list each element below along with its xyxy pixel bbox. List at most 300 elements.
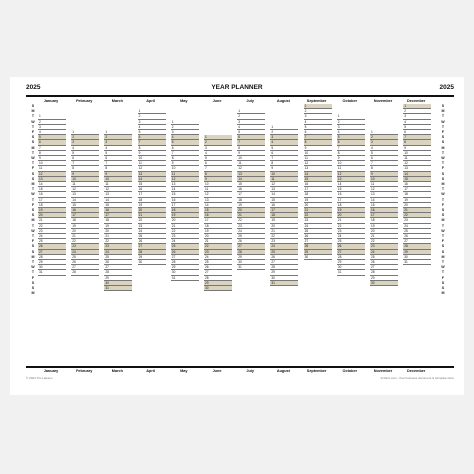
day-cell[interactable]: 9	[171, 161, 199, 166]
day-cell[interactable]: 30	[370, 281, 398, 286]
day-cell[interactable]: 16	[370, 208, 398, 213]
day-cell[interactable]: 25	[104, 255, 132, 260]
day-cell[interactable]: 15	[38, 187, 66, 192]
day-cell[interactable]: 13	[237, 172, 265, 177]
day-cell[interactable]: 30	[138, 260, 166, 265]
day-cell[interactable]: 27	[204, 270, 232, 275]
day-cell[interactable]: 9	[138, 151, 166, 156]
day-cell[interactable]: 8	[403, 140, 431, 145]
day-cell[interactable]: 14	[337, 182, 365, 187]
day-cell[interactable]: 5	[104, 151, 132, 156]
day-cell[interactable]: 18	[104, 218, 132, 223]
day-cell[interactable]: 16	[171, 198, 199, 203]
day-cell[interactable]: 15	[71, 203, 99, 208]
day-cell[interactable]: 27	[270, 260, 298, 265]
day-cell[interactable]: 12	[237, 166, 265, 171]
day-cell[interactable]: 17	[403, 187, 431, 192]
day-cell[interactable]: 9	[304, 146, 332, 151]
day-cell[interactable]: 2	[403, 109, 431, 114]
day-cell[interactable]: 12	[403, 161, 431, 166]
day-cell[interactable]: 19	[304, 198, 332, 203]
day-cell[interactable]: 28	[370, 270, 398, 275]
day-cell[interactable]: 25	[237, 234, 265, 239]
day-cell[interactable]: 8	[71, 166, 99, 171]
day-cell[interactable]: 30	[304, 255, 332, 260]
day-cell[interactable]: 10	[38, 161, 66, 166]
day-cell[interactable]: 3	[138, 120, 166, 125]
day-cell[interactable]: 19	[270, 218, 298, 223]
day-cell[interactable]: 1	[71, 130, 99, 135]
day-cell[interactable]: 22	[370, 239, 398, 244]
day-cell[interactable]: 25	[403, 229, 431, 234]
day-cell[interactable]: 10	[104, 177, 132, 182]
day-cell[interactable]: 31	[237, 265, 265, 270]
day-cell[interactable]: 27	[304, 239, 332, 244]
day-cell[interactable]: 8	[370, 166, 398, 171]
day-cell[interactable]: 23	[38, 229, 66, 234]
day-cell[interactable]: 24	[370, 250, 398, 255]
day-cell[interactable]: 5	[370, 151, 398, 156]
day-cell[interactable]: 2	[138, 114, 166, 119]
day-cell[interactable]: 6	[370, 156, 398, 161]
day-cell[interactable]: 11	[370, 182, 398, 187]
day-cell[interactable]: 21	[270, 229, 298, 234]
day-cell[interactable]: 8	[38, 151, 66, 156]
day-cell[interactable]: 3	[304, 114, 332, 119]
day-cell[interactable]: 31	[337, 270, 365, 275]
day-cell[interactable]: 31	[270, 281, 298, 286]
day-cell[interactable]: 2	[304, 109, 332, 114]
day-cell[interactable]: 17	[304, 187, 332, 192]
day-cell[interactable]: 14	[171, 187, 199, 192]
day-cell[interactable]: 15	[104, 203, 132, 208]
day-cell[interactable]: 24	[237, 229, 265, 234]
day-cell[interactable]: 23	[403, 218, 431, 223]
day-cell[interactable]: 25	[337, 239, 365, 244]
day-cell[interactable]: 1	[38, 114, 66, 119]
day-cell[interactable]: 18	[38, 203, 66, 208]
day-cell[interactable]: 13	[38, 177, 66, 182]
day-cell[interactable]: 4	[71, 146, 99, 151]
day-cell[interactable]: 14	[403, 172, 431, 177]
day-cell[interactable]: 21	[304, 208, 332, 213]
day-cell[interactable]: 10	[237, 156, 265, 161]
day-cell[interactable]: 11	[171, 172, 199, 177]
day-cell[interactable]: 20	[204, 234, 232, 239]
day-cell[interactable]: 13	[171, 182, 199, 187]
day-cell[interactable]: 14	[237, 177, 265, 182]
day-cell[interactable]: 19	[71, 224, 99, 229]
day-cell[interactable]: 4	[138, 125, 166, 130]
day-cell[interactable]: 1	[138, 109, 166, 114]
day-cell[interactable]: 22	[403, 213, 431, 218]
day-cell[interactable]: 3	[38, 125, 66, 130]
day-cell[interactable]: 18	[138, 198, 166, 203]
day-cell[interactable]: 15	[204, 208, 232, 213]
day-cell[interactable]: 24	[270, 244, 298, 249]
day-cell[interactable]: 10	[304, 151, 332, 156]
day-cell[interactable]: 17	[370, 213, 398, 218]
day-cell[interactable]: 1	[204, 135, 232, 140]
day-cell[interactable]: 21	[138, 213, 166, 218]
day-cell[interactable]: 6	[403, 130, 431, 135]
day-cell[interactable]: 16	[104, 208, 132, 213]
day-cell[interactable]: 11	[138, 161, 166, 166]
day-cell[interactable]: 29	[270, 270, 298, 275]
day-cell[interactable]: 23	[104, 244, 132, 249]
day-cell[interactable]: 30	[237, 260, 265, 265]
day-cell[interactable]: 13	[138, 172, 166, 177]
day-cell[interactable]: 3	[204, 146, 232, 151]
day-cell[interactable]: 23	[71, 244, 99, 249]
day-cell[interactable]: 9	[403, 146, 431, 151]
day-cell[interactable]: 27	[138, 244, 166, 249]
day-cell[interactable]: 10	[71, 177, 99, 182]
day-cell[interactable]: 11	[304, 156, 332, 161]
day-cell[interactable]: 17	[237, 192, 265, 197]
day-cell[interactable]: 1	[270, 125, 298, 130]
day-cell[interactable]: 23	[171, 234, 199, 239]
day-cell[interactable]: 25	[71, 255, 99, 260]
day-cell[interactable]: 8	[237, 146, 265, 151]
day-cell[interactable]: 20	[104, 229, 132, 234]
day-cell[interactable]: 29	[204, 281, 232, 286]
day-cell[interactable]: 4	[104, 146, 132, 151]
day-cell[interactable]: 14	[38, 182, 66, 187]
day-cell[interactable]: 4	[270, 140, 298, 145]
day-cell[interactable]: 20	[370, 229, 398, 234]
day-cell[interactable]: 19	[403, 198, 431, 203]
day-cell[interactable]: 23	[138, 224, 166, 229]
day-cell[interactable]: 5	[237, 130, 265, 135]
day-cell[interactable]: 7	[171, 151, 199, 156]
day-cell[interactable]: 20	[270, 224, 298, 229]
day-cell[interactable]: 14	[270, 192, 298, 197]
day-cell[interactable]: 3	[237, 120, 265, 125]
day-cell[interactable]: 21	[370, 234, 398, 239]
day-cell[interactable]: 5	[171, 140, 199, 145]
day-cell[interactable]: 2	[370, 135, 398, 140]
day-cell[interactable]: 2	[237, 114, 265, 119]
day-cell[interactable]: 17	[204, 218, 232, 223]
day-cell[interactable]: 26	[204, 265, 232, 270]
day-cell[interactable]: 22	[237, 218, 265, 223]
day-cell[interactable]: 8	[138, 146, 166, 151]
day-cell[interactable]: 28	[104, 270, 132, 275]
day-cell[interactable]: 27	[403, 239, 431, 244]
day-cell[interactable]: 26	[138, 239, 166, 244]
day-cell[interactable]: 8	[270, 161, 298, 166]
day-cell[interactable]: 16	[304, 182, 332, 187]
day-cell[interactable]: 14	[204, 203, 232, 208]
day-cell[interactable]: 1	[337, 114, 365, 119]
day-cell[interactable]: 5	[304, 125, 332, 130]
day-cell[interactable]: 2	[204, 140, 232, 145]
day-cell[interactable]: 1	[370, 130, 398, 135]
day-cell[interactable]: 17	[171, 203, 199, 208]
day-cell[interactable]: 25	[171, 244, 199, 249]
day-cell[interactable]: 27	[370, 265, 398, 270]
day-cell[interactable]: 25	[138, 234, 166, 239]
day-cell[interactable]: 28	[38, 255, 66, 260]
day-cell[interactable]: 22	[337, 224, 365, 229]
day-cell[interactable]: 28	[337, 255, 365, 260]
day-cell[interactable]: 10	[370, 177, 398, 182]
day-cell[interactable]: 1	[403, 104, 431, 109]
day-cell[interactable]: 4	[370, 146, 398, 151]
day-cell[interactable]: 24	[403, 224, 431, 229]
day-cell[interactable]: 17	[71, 213, 99, 218]
day-cell[interactable]: 14	[71, 198, 99, 203]
day-cell[interactable]: 30	[270, 276, 298, 281]
day-cell[interactable]: 2	[171, 125, 199, 130]
day-cell[interactable]: 18	[337, 203, 365, 208]
day-cell[interactable]: 5	[204, 156, 232, 161]
day-cell[interactable]: 20	[71, 229, 99, 234]
day-cell[interactable]: 7	[403, 135, 431, 140]
day-cell[interactable]: 13	[270, 187, 298, 192]
day-cell[interactable]: 25	[370, 255, 398, 260]
day-cell[interactable]: 7	[38, 146, 66, 151]
day-cell[interactable]: 20	[304, 203, 332, 208]
day-cell[interactable]: 13	[104, 192, 132, 197]
day-cell[interactable]: 4	[237, 125, 265, 130]
day-cell[interactable]: 22	[204, 244, 232, 249]
day-cell[interactable]: 6	[138, 135, 166, 140]
day-cell[interactable]: 23	[370, 244, 398, 249]
day-cell[interactable]: 11	[38, 166, 66, 171]
day-cell[interactable]: 13	[337, 177, 365, 182]
day-cell[interactable]: 21	[104, 234, 132, 239]
day-cell[interactable]: 13	[403, 166, 431, 171]
day-cell[interactable]: 18	[237, 198, 265, 203]
day-cell[interactable]: 29	[104, 276, 132, 281]
day-cell[interactable]: 11	[104, 182, 132, 187]
day-cell[interactable]: 1	[237, 109, 265, 114]
day-cell[interactable]: 29	[370, 276, 398, 281]
day-cell[interactable]: 22	[304, 213, 332, 218]
day-cell[interactable]: 12	[38, 172, 66, 177]
day-cell[interactable]: 21	[403, 208, 431, 213]
day-cell[interactable]: 16	[337, 192, 365, 197]
day-cell[interactable]: 16	[38, 192, 66, 197]
day-cell[interactable]: 3	[104, 140, 132, 145]
day-cell[interactable]: 5	[337, 135, 365, 140]
day-cell[interactable]: 27	[38, 250, 66, 255]
day-cell[interactable]: 26	[304, 234, 332, 239]
day-cell[interactable]: 31	[38, 270, 66, 275]
day-cell[interactable]: 13	[204, 198, 232, 203]
day-cell[interactable]: 11	[71, 182, 99, 187]
day-cell[interactable]: 8	[171, 156, 199, 161]
day-cell[interactable]: 27	[104, 265, 132, 270]
day-cell[interactable]: 14	[304, 172, 332, 177]
day-cell[interactable]: 16	[204, 213, 232, 218]
day-cell[interactable]: 4	[171, 135, 199, 140]
day-cell[interactable]: 6	[304, 130, 332, 135]
day-cell[interactable]: 19	[237, 203, 265, 208]
day-cell[interactable]: 22	[270, 234, 298, 239]
day-cell[interactable]: 19	[337, 208, 365, 213]
day-cell[interactable]: 11	[337, 166, 365, 171]
day-cell[interactable]: 22	[138, 218, 166, 223]
day-cell[interactable]: 17	[138, 192, 166, 197]
day-cell[interactable]: 2	[71, 135, 99, 140]
day-cell[interactable]: 20	[237, 208, 265, 213]
day-cell[interactable]: 5	[403, 125, 431, 130]
day-cell[interactable]: 31	[403, 260, 431, 265]
day-cell[interactable]: 17	[270, 208, 298, 213]
day-cell[interactable]: 19	[204, 229, 232, 234]
day-cell[interactable]: 29	[38, 260, 66, 265]
day-cell[interactable]: 2	[270, 130, 298, 135]
day-cell[interactable]: 28	[237, 250, 265, 255]
day-cell[interactable]: 9	[71, 172, 99, 177]
day-cell[interactable]: 18	[270, 213, 298, 218]
day-cell[interactable]: 7	[370, 161, 398, 166]
day-cell[interactable]: 7	[138, 140, 166, 145]
day-cell[interactable]: 7	[71, 161, 99, 166]
day-cell[interactable]: 28	[204, 276, 232, 281]
day-cell[interactable]: 7	[104, 161, 132, 166]
day-cell[interactable]: 30	[104, 281, 132, 286]
day-cell[interactable]: 28	[270, 265, 298, 270]
day-cell[interactable]: 3	[171, 130, 199, 135]
day-cell[interactable]: 29	[237, 255, 265, 260]
day-cell[interactable]: 23	[304, 218, 332, 223]
day-cell[interactable]: 24	[138, 229, 166, 234]
day-cell[interactable]: 7	[204, 166, 232, 171]
day-cell[interactable]: 25	[38, 239, 66, 244]
day-cell[interactable]: 18	[304, 192, 332, 197]
day-cell[interactable]: 3	[270, 135, 298, 140]
day-cell[interactable]: 13	[71, 192, 99, 197]
day-cell[interactable]: 30	[38, 265, 66, 270]
day-cell[interactable]: 3	[403, 114, 431, 119]
day-cell[interactable]: 24	[38, 234, 66, 239]
day-cell[interactable]: 16	[237, 187, 265, 192]
day-cell[interactable]: 4	[403, 120, 431, 125]
day-cell[interactable]: 2	[104, 135, 132, 140]
day-cell[interactable]: 12	[138, 166, 166, 171]
day-cell[interactable]: 27	[237, 244, 265, 249]
day-cell[interactable]: 23	[337, 229, 365, 234]
day-cell[interactable]: 12	[104, 187, 132, 192]
day-cell[interactable]: 10	[337, 161, 365, 166]
day-cell[interactable]: 4	[337, 130, 365, 135]
day-cell[interactable]: 26	[370, 260, 398, 265]
day-cell[interactable]: 9	[270, 166, 298, 171]
day-cell[interactable]: 5	[38, 135, 66, 140]
day-cell[interactable]: 12	[337, 172, 365, 177]
day-cell[interactable]: 27	[337, 250, 365, 255]
day-cell[interactable]: 28	[171, 260, 199, 265]
day-cell[interactable]: 19	[171, 213, 199, 218]
day-cell[interactable]: 15	[237, 182, 265, 187]
day-cell[interactable]: 1	[104, 130, 132, 135]
day-cell[interactable]: 27	[171, 255, 199, 260]
day-cell[interactable]: 5	[138, 130, 166, 135]
day-cell[interactable]: 9	[237, 151, 265, 156]
day-cell[interactable]: 26	[38, 244, 66, 249]
day-cell[interactable]: 4	[204, 151, 232, 156]
day-cell[interactable]: 15	[337, 187, 365, 192]
day-cell[interactable]: 15	[171, 192, 199, 197]
day-cell[interactable]: 24	[104, 250, 132, 255]
day-cell[interactable]: 14	[138, 177, 166, 182]
day-cell[interactable]: 9	[204, 177, 232, 182]
day-cell[interactable]: 17	[38, 198, 66, 203]
day-cell[interactable]: 20	[38, 213, 66, 218]
day-cell[interactable]: 30	[204, 286, 232, 291]
day-cell[interactable]: 18	[171, 208, 199, 213]
day-cell[interactable]: 12	[270, 182, 298, 187]
day-cell[interactable]: 21	[337, 218, 365, 223]
day-cell[interactable]: 8	[337, 151, 365, 156]
day-cell[interactable]: 19	[138, 203, 166, 208]
day-cell[interactable]: 12	[71, 187, 99, 192]
day-cell[interactable]: 21	[171, 224, 199, 229]
day-cell[interactable]: 7	[270, 156, 298, 161]
day-cell[interactable]: 23	[204, 250, 232, 255]
day-cell[interactable]: 18	[370, 218, 398, 223]
day-cell[interactable]: 21	[204, 239, 232, 244]
day-cell[interactable]: 6	[38, 140, 66, 145]
day-cell[interactable]: 31	[171, 276, 199, 281]
day-cell[interactable]: 3	[337, 125, 365, 130]
day-cell[interactable]: 6	[337, 140, 365, 145]
day-cell[interactable]: 3	[71, 140, 99, 145]
day-cell[interactable]: 7	[237, 140, 265, 145]
day-cell[interactable]: 11	[403, 156, 431, 161]
day-cell[interactable]: 5	[270, 146, 298, 151]
day-cell[interactable]: 12	[204, 192, 232, 197]
day-cell[interactable]: 26	[71, 260, 99, 265]
day-cell[interactable]: 18	[71, 218, 99, 223]
day-cell[interactable]: 15	[138, 182, 166, 187]
day-cell[interactable]: 11	[270, 177, 298, 182]
day-cell[interactable]: 6	[171, 146, 199, 151]
day-cell[interactable]: 30	[337, 265, 365, 270]
day-cell[interactable]: 15	[304, 177, 332, 182]
day-cell[interactable]: 28	[403, 244, 431, 249]
day-cell[interactable]: 22	[171, 229, 199, 234]
day-cell[interactable]: 24	[71, 250, 99, 255]
day-cell[interactable]: 22	[71, 239, 99, 244]
day-cell[interactable]: 18	[204, 224, 232, 229]
day-cell[interactable]: 10	[270, 172, 298, 177]
day-cell[interactable]: 26	[403, 234, 431, 239]
day-cell[interactable]: 2	[38, 120, 66, 125]
day-cell[interactable]: 6	[71, 156, 99, 161]
day-cell[interactable]: 29	[171, 265, 199, 270]
day-cell[interactable]: 2	[337, 120, 365, 125]
day-cell[interactable]: 14	[104, 198, 132, 203]
day-cell[interactable]: 10	[138, 156, 166, 161]
day-cell[interactable]: 23	[237, 224, 265, 229]
day-cell[interactable]: 8	[104, 166, 132, 171]
day-cell[interactable]: 31	[104, 286, 132, 291]
day-cell[interactable]: 13	[370, 192, 398, 197]
day-cell[interactable]: 10	[403, 151, 431, 156]
day-cell[interactable]: 26	[237, 239, 265, 244]
day-cell[interactable]: 16	[403, 182, 431, 187]
day-cell[interactable]: 20	[403, 203, 431, 208]
day-cell[interactable]: 18	[403, 192, 431, 197]
day-cell[interactable]: 6	[104, 156, 132, 161]
day-cell[interactable]: 29	[304, 250, 332, 255]
day-cell[interactable]: 28	[138, 250, 166, 255]
